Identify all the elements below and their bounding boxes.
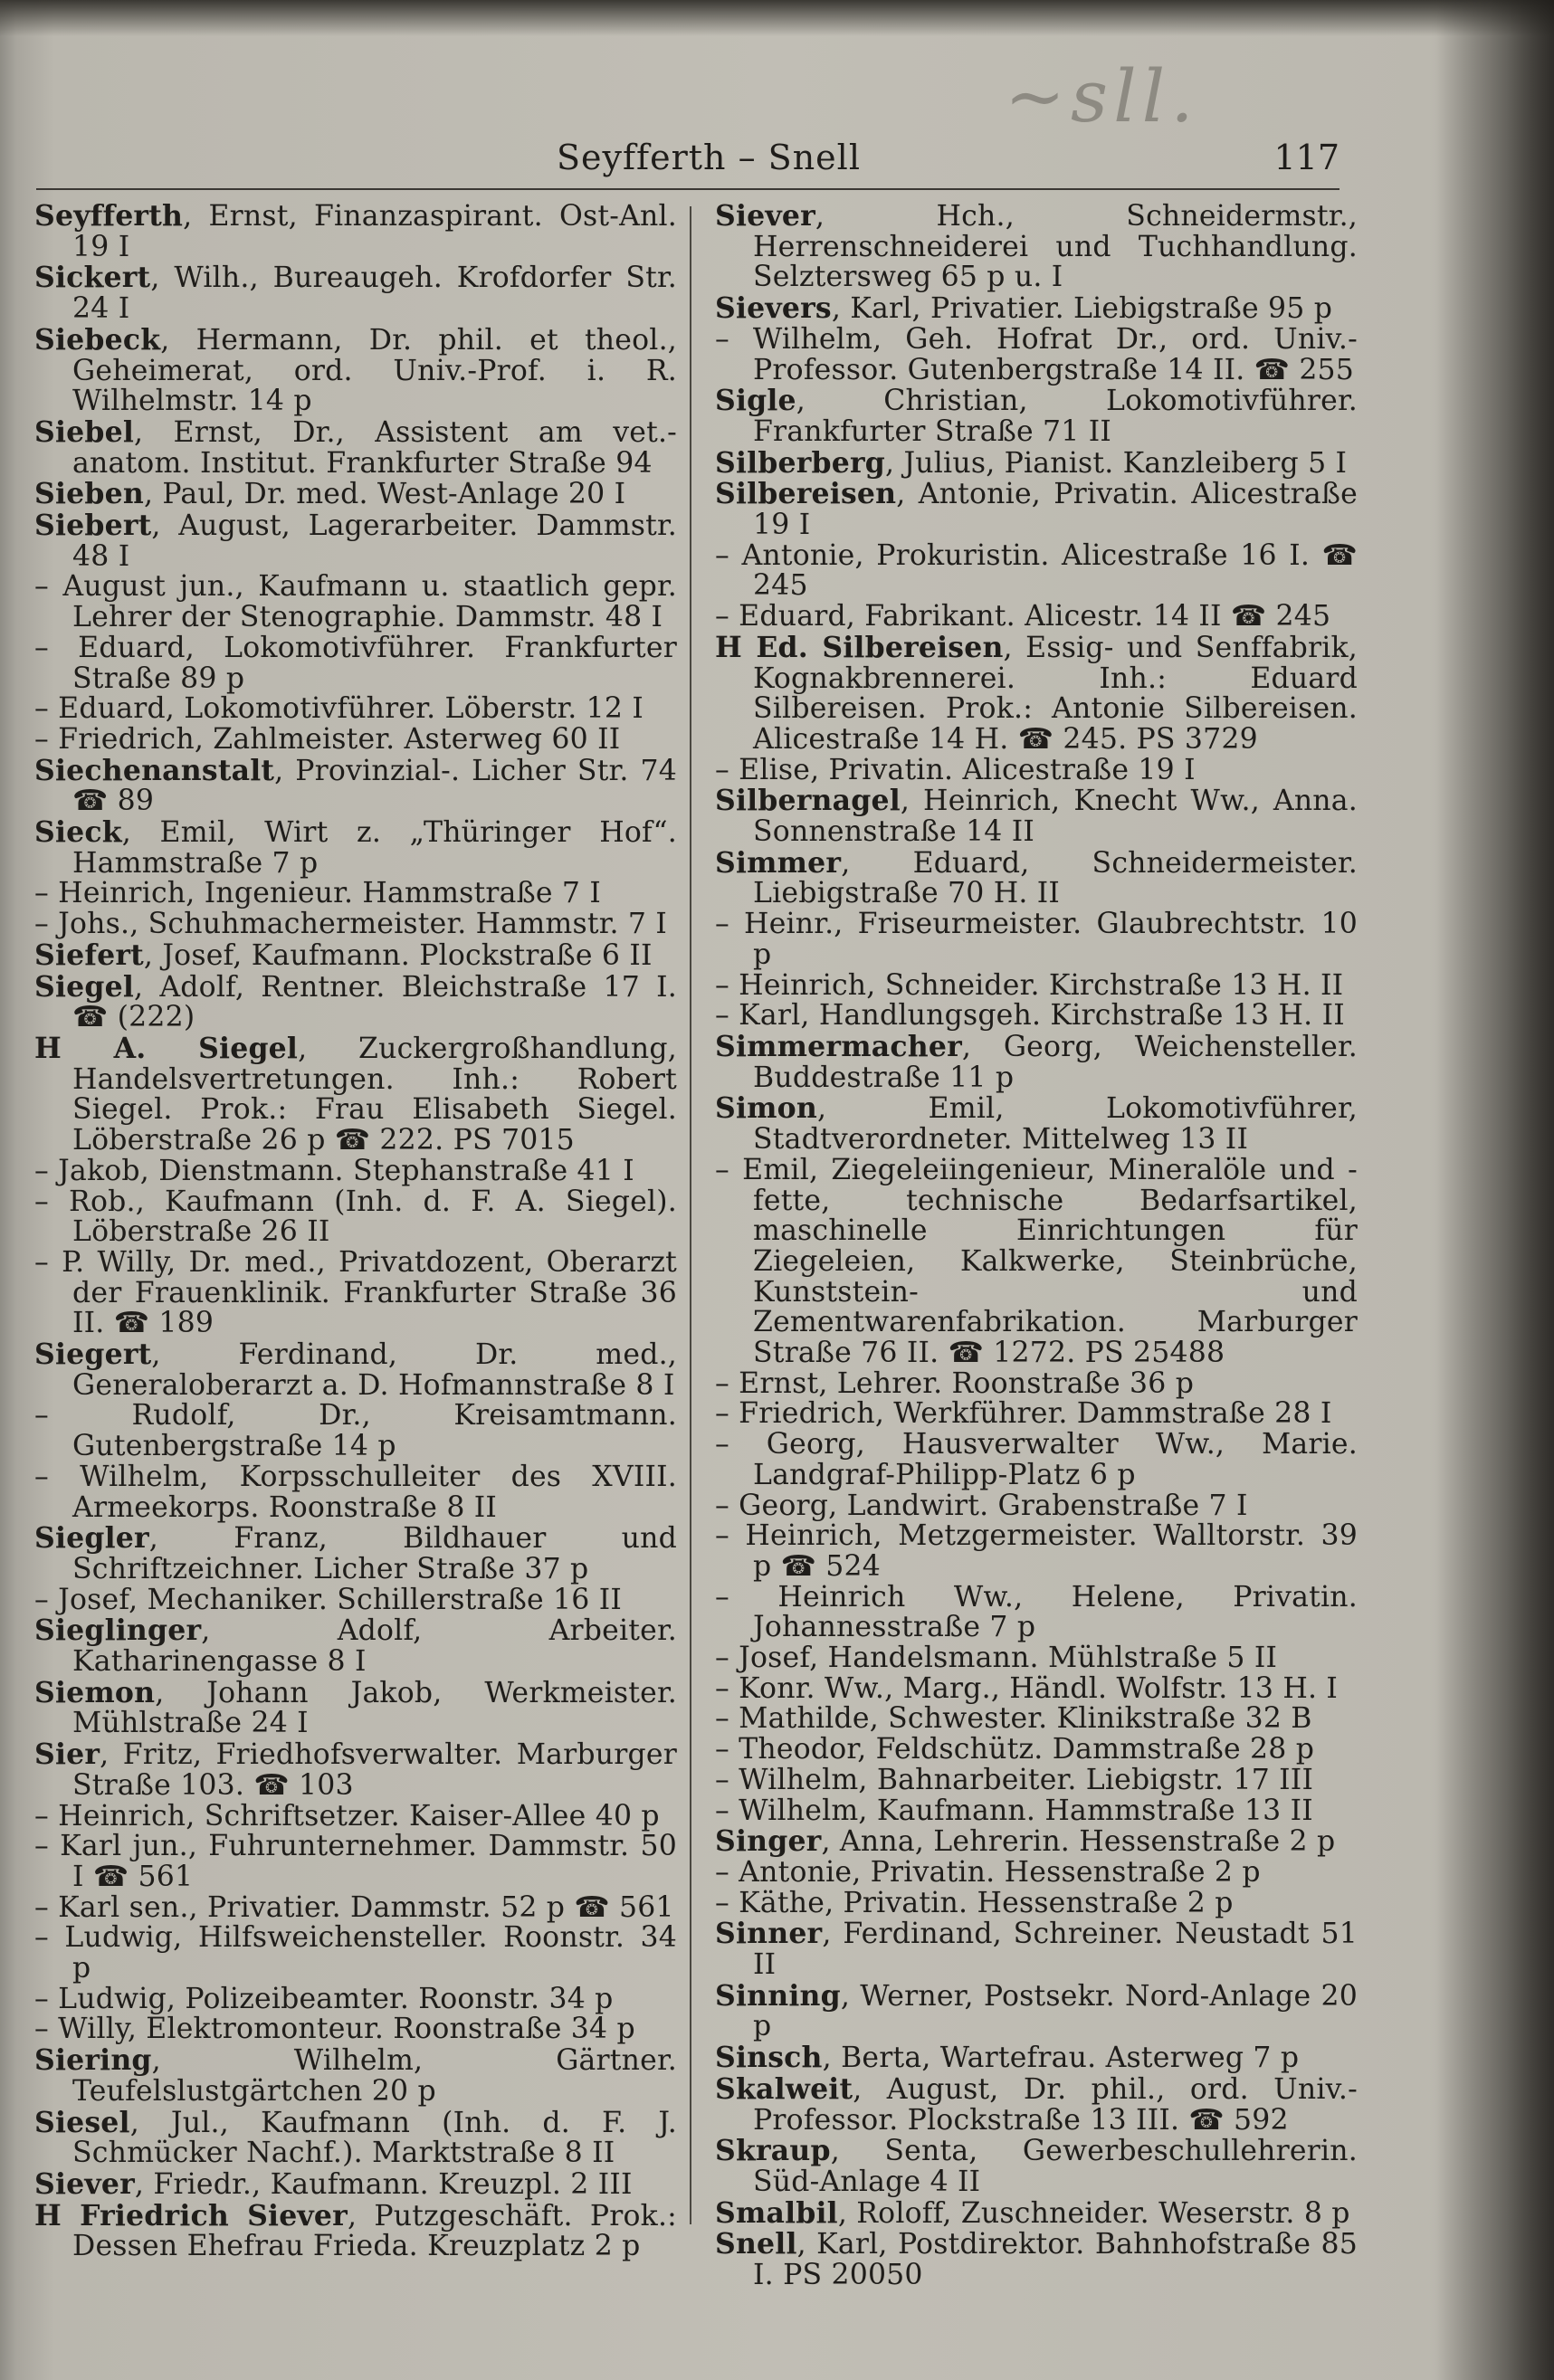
directory-entry: Silbernagel, Heinrich, Knecht Ww., Anna. Sonnenstraße 14 II — [715, 784, 1358, 849]
directory-entry: Sieck, Emil, Wirt z. „Thüringer Hof“. Hammstraße 7 p — [34, 815, 677, 880]
entry-headword: Siever — [34, 2167, 135, 2201]
entry-headword: Sinsch — [715, 2041, 823, 2075]
directory-entry: Sickert, Wilh., Bureaugeh. Krofdorfer Str. 24 I — [34, 261, 677, 326]
directory-entry: Smalbil, Roloff, Zuschneider. Weserstr. 8 p — [715, 2195, 1350, 2230]
entry-headword: Siebert — [34, 509, 152, 543]
entry-headword: Siesel — [34, 2105, 130, 2139]
directory-entry: – Josef, Handelsmann. Mühlstraße 5 II — [715, 1642, 1278, 1675]
running-header — [36, 134, 1339, 190]
directory-entry: Seyfferth, Ernst, Finanzaspirant. Ost-Anl. 19 I — [34, 199, 677, 263]
directory-entry: Singer, Anna, Lehrerin. Hessenstraße 2 p — [715, 1824, 1336, 1859]
directory-entry: Siering, Wilhelm, Gärtner. Teufelslustgärtchen 20 p — [34, 2043, 677, 2108]
directory-entry: – Eduard, Lokomotivführer. Löberstr. 12 I — [34, 692, 644, 726]
directory-entry: – Wilhelm, Kaufmann. Hammstraße 13 II — [715, 1794, 1313, 1827]
directory-entry: Sinner, Ferdinand, Schreiner. Neustadt 51 II — [715, 1917, 1358, 1982]
directory-entry: Siefert, Josef, Kaufmann. Plockstraße 6 II — [34, 938, 653, 972]
directory-entry: – Wilhelm, Geh. Hofrat Dr., ord. Univ.-Professor. Gutenbergstraße 14 II. ☎ 255 — [715, 322, 1358, 386]
directory-entry: – Willy, Elektromonteur. Roonstraße 34 p — [34, 2013, 635, 2046]
pencil-annotation: ~sll. — [1005, 54, 1199, 138]
directory-entry: – Karl, Handlungsgeh. Kirchstraße 13 H. II — [715, 999, 1345, 1033]
entry-headword: Siefert — [34, 938, 144, 972]
directory-entry: Skraup, Senta, Gewerbeschullehrerin. Süd-Anlage 4 II — [715, 2134, 1358, 2198]
directory-entry: – P. Willy, Dr. med., Privatdozent, Oberarzt der Frauenklinik. Frankfurter Straße 36 II. ☎ 189 — [34, 1245, 677, 1340]
directory-entry: – Josef, Mechaniker. Schillerstraße 16 II — [34, 1583, 623, 1616]
scan-top-shadow — [0, 0, 1554, 36]
directory-entry: – Rob., Kaufmann (Inh. d. F. A. Siegel). Löberstraße 26 II — [34, 1185, 677, 1249]
directory-entry: Snell, Karl, Postdirektor. Bahnhofstraße 85 I. PS 20050 — [715, 2227, 1358, 2292]
entry-headword: Sier — [34, 1737, 100, 1772]
directory-entry: – Karl jun., Fuhrunternehmer. Dammstr. 50 I ☎ 561 — [34, 1830, 677, 1893]
directory-entry: H Friedrich Siever, Putzgeschäft. Prok.: Dessen Ehefrau Frieda. Kreuzplatz 2 p — [34, 2198, 677, 2263]
directory-entry: Siebert, August, Lagerarbeiter. Dammstr. 48 I — [34, 509, 677, 573]
directory-entry: Sievers, Karl, Privatier. Liebigstraße 95 p — [715, 291, 1333, 326]
directory-entry: Simmer, Eduard, Schneidermeister. Liebigstraße 70 H. II — [715, 845, 1358, 910]
directory-entry: – Heinr., Friseurmeister. Glaubrechtstr. 10 p — [715, 908, 1358, 971]
entry-headword: Simmermacher — [715, 1029, 962, 1063]
directory-entry: – Georg, Landwirt. Grabenstraße 7 I — [715, 1489, 1248, 1522]
directory-entry: – Georg, Hausverwalter Ww., Marie. Landgraf-Philipp-Platz 6 p — [715, 1428, 1358, 1491]
directory-entry: Siegler, Franz, Bildhauer und Schriftzeichner. Licher Straße 37 p — [34, 1521, 677, 1585]
directory-entry: – Heinrich, Ingenieur. Hammstraße 7 I — [34, 877, 602, 910]
directory-entry: – August jun., Kaufmann u. staatlich gepr. Lehrer der Stenographie. Dammstr. 48 I — [34, 570, 677, 634]
entry-headword: Sieck — [34, 815, 122, 850]
directory-entry: Sieben, Paul, Dr. med. West-Anlage 20 I — [34, 477, 626, 511]
directory-entry: – Friedrich, Werkführer. Dammstraße 28 I — [715, 1397, 1332, 1431]
directory-entry: Sier, Fritz, Friedhofsverwalter. Marburger Straße 103. ☎ 103 — [34, 1737, 677, 1802]
page-title: Seyfferth – Snell — [557, 138, 861, 177]
directory-entry: – Käthe, Privatin. Hessenstraße 2 p — [715, 1886, 1234, 1919]
directory-entry: – Johs., Schuhmachermeister. Hammstr. 7 I — [34, 908, 668, 941]
directory-entry: Siemon, Johann Jakob, Werkmeister. Mühlstraße 24 I — [34, 1675, 677, 1740]
directory-entry: – Friedrich, Zahlmeister. Asterweg 60 II — [34, 722, 621, 756]
page-number: 117 — [1273, 138, 1339, 177]
directory-entry: Siegert, Ferdinand, Dr. med., Generaloberarzt a. D. Hofmannstraße 8 I — [34, 1338, 677, 1402]
directory-entry: Silberberg, Julius, Pianist. Kanzleiberg 5 I — [715, 445, 1348, 480]
directory-entry: – Rudolf, Dr., Kreisamtmann. Gutenbergstraße 14 p — [34, 1399, 677, 1463]
directory-entry: Siever, Friedr., Kaufmann. Kreuzpl. 2 III — [34, 2167, 633, 2201]
entry-headword: H Friedrich Siever — [34, 2198, 348, 2232]
entry-headword: Sieglinger — [34, 1614, 202, 1648]
entry-headword: Sigle — [715, 384, 796, 418]
entry-headword: Siebeck — [34, 322, 161, 357]
directory-entry: – Ernst, Lehrer. Roonstraße 36 p — [715, 1366, 1195, 1400]
directory-entry: – Karl sen., Privatier. Dammstr. 52 p ☎ 561 — [34, 1890, 674, 1924]
directory-entry: – Emil, Ziegeleiingenieur, Mineralöle und -fette, technische Bedarfsartikel, maschinelle Einrichtungen für Ziegeleien, Kalkwerke, Steinbrüche, Kunststein- und Zementwarenfabrikation. Marburger Straße 76 II. ☎ 1272. PS 25488 — [715, 1153, 1358, 1370]
entry-headword: Sievers — [715, 291, 832, 326]
directory-entry: – Elise, Privatin. Alicestraße 19 I — [715, 753, 1196, 786]
entry-headword: Skraup — [715, 2134, 831, 2168]
directory-entry: – Heinrich Ww., Helene, Privatin. Johannesstraße 7 p — [715, 1580, 1358, 1644]
entry-headword: Smalbil — [715, 2195, 838, 2230]
entry-headword: Siebel — [34, 414, 134, 449]
directory-entry: Siever, Hch., Schneidermstr., Herrenschneiderei und Tuchhandlung. Selztersweg 65 p u. I — [715, 199, 1358, 294]
entry-headword: Seyfferth — [34, 199, 184, 233]
directory-entry: – Theodor, Feldschütz. Dammstraße 28 p — [715, 1733, 1315, 1766]
entry-headword: Simmer — [715, 845, 842, 880]
entry-headword: Siegler — [34, 1521, 149, 1556]
entry-headword: Silbereisen — [715, 477, 897, 511]
directory-entry: Sigle, Christian, Lokomotivführer. Frankfurter Straße 71 II — [715, 384, 1358, 448]
directory-entry: – Heinrich, Schneider. Kirchstraße 13 H. II — [715, 968, 1344, 1002]
entry-headword: Siegert — [34, 1338, 152, 1372]
directory-entry: – Wilhelm, Bahnarbeiter. Liebigstr. 17 III — [715, 1763, 1314, 1796]
entry-headword: Sinning — [715, 1978, 841, 2013]
entry-headword: Siemon — [34, 1675, 156, 1709]
entry-headword: Simon — [715, 1091, 817, 1126]
directory-entry: Siegel, Adolf, Rentner. Bleichstraße 17 I. ☎ (222) — [34, 969, 677, 1034]
directory-entry: – Eduard, Lokomotivführer. Frankfurter Straße 89 p — [34, 631, 677, 695]
directory-entry: Sinning, Werner, Postsekr. Nord-Anlage 20 p — [715, 1978, 1358, 2043]
entry-headword: Silberberg — [715, 445, 886, 480]
directory-entry: Siesel, Jul., Kaufmann (Inh. d. F. J. Schmücker Nachf.). Marktstraße 8 II — [34, 2105, 677, 2170]
directory-entry: – Heinrich, Schriftsetzer. Kaiser-Allee 40 p — [34, 1799, 660, 1833]
right-column — [715, 201, 1358, 2291]
directory-entry: – Ludwig, Hilfsweichensteller. Roonstr. 34 p — [34, 1921, 677, 1985]
directory-entry: – Konr. Ww., Marg., Händl. Wolfstr. 13 H. I — [715, 1671, 1339, 1705]
book-spine-shadow — [1436, 0, 1554, 2380]
directory-entry: H Ed. Silbereisen, Essig- und Senffabrik, Kognakbrennerei. Inh.: Eduard Silbereisen. Prok.: Antonie Silbereisen. Alicestraße 14 H. ☎ 245. PS 3729 — [715, 630, 1358, 756]
entry-headword: Snell — [715, 2227, 797, 2261]
directory-entry: – Eduard, Fabrikant. Alicestr. 14 II ☎ 245 — [715, 600, 1331, 633]
directory-entry: H A. Siegel, Zuckergroßhandlung, Handelsvertretungen. Inh.: Robert Siegel. Prok.: Frau Elisabeth Siegel. Löberstraße 26 p ☎ 222. PS 7015 — [34, 1031, 677, 1157]
directory-entry: Skalweit, August, Dr. phil., ord. Univ.-Professor. Plockstraße 13 III. ☎ 592 — [715, 2071, 1358, 2137]
entry-headword: Siering — [34, 2043, 152, 2078]
entry-headword: Sieben — [34, 477, 144, 511]
directory-entry: Simon, Emil, Lokomotivführer, Stadtverordneter. Mittelweg 13 II — [715, 1091, 1358, 1157]
directory-entry: – Ludwig, Polizeibeamter. Roonstr. 34 p — [34, 1982, 614, 2015]
entry-headword: Siechenanstalt — [34, 753, 275, 787]
directory-entry: – Antonie, Prokuristin. Alicestraße 16 I. ☎ 245 — [715, 538, 1358, 603]
directory-entry: – Mathilde, Schwester. Klinikstraße 32 B — [715, 1702, 1312, 1736]
entry-headword: H Ed. Silbereisen — [715, 630, 1004, 664]
entry-headword: Singer — [715, 1824, 822, 1859]
entry-headword: Siegel — [34, 969, 134, 1004]
entry-headword: Siever — [715, 199, 815, 233]
entry-headword: Silbernagel — [715, 784, 901, 818]
directory-entry: – Heinrich, Metzgermeister. Walltorstr. 39 p ☎ 524 — [715, 1519, 1358, 1583]
entry-headword: Skalweit — [715, 2071, 853, 2106]
directory-entry: Siechenanstalt, Provinzial-. Licher Str. 74 ☎ 89 — [34, 753, 677, 818]
directory-entry: – Wilhelm, Korpsschulleiter des XVIII. Armeekorps. Roonstraße 8 II — [34, 1460, 677, 1524]
directory-entry: Siebel, Ernst, Dr., Assistent am vet.-anatom. Institut. Frankfurter Straße 94 — [34, 414, 677, 480]
directory-entry: – Jakob, Dienstmann. Stephanstraße 41 I — [34, 1154, 634, 1187]
column-divider — [690, 206, 691, 2224]
directory-entry: Siebeck, Hermann, Dr. phil. et theol., Geheimerat, ord. Univ.-Prof. i. R. Wilhelmstr. 14 p — [34, 322, 677, 418]
directory-entry: Sieglinger, Adolf, Arbeiter. Katharinengasse 8 I — [34, 1614, 677, 1679]
left-column — [34, 201, 677, 2262]
directory-entry: – Antonie, Privatin. Hessenstraße 2 p — [715, 1855, 1261, 1889]
directory-entry: Silbereisen, Antonie, Privatin. Alicestraße 19 I — [715, 477, 1358, 542]
directory-entry: Simmermacher, Georg, Weichensteller. Buddestraße 11 p — [715, 1029, 1358, 1094]
entry-headword: Sickert — [34, 261, 151, 295]
entry-headword: Sinner — [715, 1917, 823, 1951]
entry-headword: H A. Siegel — [34, 1031, 299, 1065]
directory-entry: Sinsch, Berta, Wartefrau. Asterweg 7 p — [715, 2041, 1300, 2075]
